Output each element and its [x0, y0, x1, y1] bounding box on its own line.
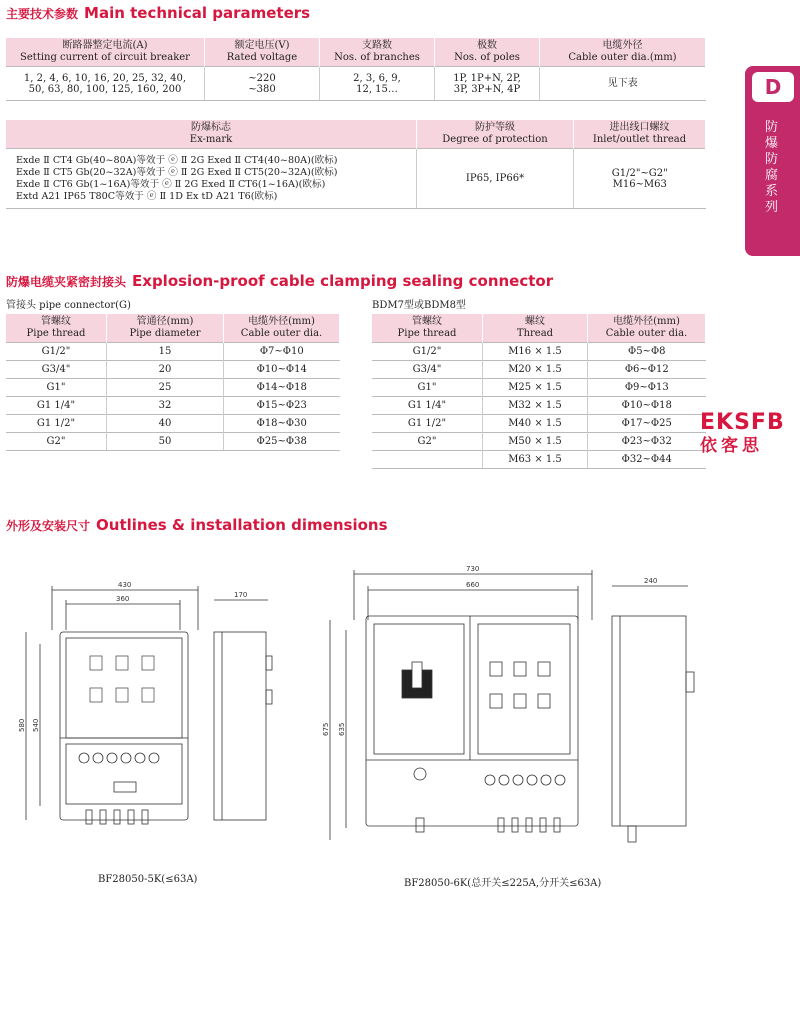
table-row: [372, 451, 706, 469]
dim-635: 635: [338, 722, 346, 736]
table-cell: Φ18~Φ30: [224, 415, 340, 433]
exmark-line: Exde Ⅱ CT4 Gb(40~80A)等效于 ⓔ Ⅱ 2G Exed Ⅱ CT4(40~80A)(欧标): [16, 154, 338, 166]
cell-thread: G1/2"~G2" M16~M63: [574, 149, 706, 209]
table-cell: Φ23~Φ32: [588, 433, 706, 451]
section-title-outlines: 外形及安装尺寸 Outlines & installation dimensions: [6, 516, 388, 534]
table-row: [372, 433, 706, 451]
bdm-label: BDM7型或BDM8型: [372, 300, 466, 311]
table-cell: G1 1/4": [372, 397, 483, 415]
exmark-table: [6, 120, 706, 209]
table-cell: 25: [107, 379, 224, 397]
logo-text-cn: 依客思: [700, 436, 763, 456]
table-cell: Φ9~Φ13: [588, 379, 706, 397]
table-row: [6, 433, 340, 451]
header-protection: 防护等级 Degree of protection: [417, 120, 574, 149]
side-tab: [745, 66, 800, 256]
table-cell: 40: [107, 415, 224, 433]
dim-730: 730: [466, 565, 480, 573]
table-cell: G3/4": [6, 361, 107, 379]
table-cell: M32 × 1.5: [483, 397, 588, 415]
section-title-main-params: 主要技术参数 Main technical parameters: [6, 4, 311, 22]
table-row: [372, 361, 706, 379]
table-cell: M40 × 1.5: [483, 415, 588, 433]
table-cell: G1": [372, 379, 483, 397]
cell-setting-current: 1, 2, 4, 6, 10, 16, 20, 25, 32, 40, 50, 63, 80, 100, 125, 160, 200: [6, 67, 205, 101]
header-poles: 极数 Nos. of poles: [435, 38, 540, 67]
table-cell: Φ5~Φ8: [588, 343, 706, 361]
cell-poles: 1P, 1P+N, 2P, 3P, 3P+N, 4P: [435, 67, 540, 101]
table-cell: 20: [107, 361, 224, 379]
table-cell: Φ6~Φ12: [588, 361, 706, 379]
header-pipe-thread: 管螺纹 Pipe thread: [372, 314, 483, 343]
header-cable-outer: 电缆外径(mm) Cable outer dia.: [588, 314, 706, 343]
table-cell: Φ10~Φ14: [224, 361, 340, 379]
header-thread: 进出线口螺纹 Inlet/outlet thread: [574, 120, 706, 149]
pipe-connector-table: [6, 314, 340, 451]
brand-logo: [700, 410, 800, 456]
dim-675: 675: [322, 722, 330, 736]
cell-exmarks: [6, 149, 417, 209]
header-exmark: 防爆标志 Ex-mark: [6, 120, 417, 149]
header-setting-current: 断路器整定电流(A) Setting current of circuit breaker: [6, 38, 205, 67]
cell-cable-dia: 见下表: [540, 67, 706, 101]
dim-360: 360: [116, 595, 130, 603]
dim-170: 170: [234, 591, 248, 599]
main-params-table: [6, 38, 706, 101]
header-rated-voltage: 额定电压(V) Rated voltage: [205, 38, 320, 67]
table-cell: M25 × 1.5: [483, 379, 588, 397]
exmark-line: Exde Ⅱ CT6 Gb(1~16A)等效于 ⓔ Ⅱ 2G Exed Ⅱ CT6(1~16A)(欧标): [16, 178, 326, 190]
header-cable-dia: 电缆外径 Cable outer dia.(mm): [540, 38, 706, 67]
table-cell: [372, 451, 483, 469]
side-tab-text: 防爆防腐系列: [765, 120, 779, 215]
dim-430: 430: [118, 581, 132, 589]
table-cell: G1 1/4": [6, 397, 107, 415]
table-cell: G2": [372, 433, 483, 451]
table-cell: M16 × 1.5: [483, 343, 588, 361]
bdm-table: [372, 314, 706, 469]
table-row: [6, 397, 340, 415]
header-pipe-diameter: 管通径(mm) Pipe diameter: [107, 314, 224, 343]
table-cell: 15: [107, 343, 224, 361]
cell-branches: 2, 3, 6, 9, 12, 15…: [320, 67, 435, 101]
header-branches: 支路数 Nos. of branches: [320, 38, 435, 67]
table-cell: G3/4": [372, 361, 483, 379]
drawing2-caption: BF28050-6K(总开关≤225A,分开关≤63A): [404, 878, 602, 889]
table-row: [372, 415, 706, 433]
cell-rated-voltage: ~220 ~380: [205, 67, 320, 101]
table-cell: M20 × 1.5: [483, 361, 588, 379]
table-cell: Φ25~Φ38: [224, 433, 340, 451]
table-row: [6, 415, 340, 433]
table-cell: Φ7~Φ10: [224, 343, 340, 361]
exmark-line: Extd A21 IP65 T80C等效于 ⓔ Ⅱ 1D Ex tD A21 T6(欧标): [16, 190, 278, 202]
table-row: [6, 379, 340, 397]
section-title-connector: 防爆电缆夹紧密封接头 Explosion-proof cable clamping sealing connector: [6, 272, 554, 290]
pipe-connector-label: 管接头 pipe connector(G): [6, 300, 131, 311]
dim-540: 540: [32, 718, 40, 732]
dim-580: 580: [18, 718, 26, 732]
dim-660: 660: [466, 581, 480, 589]
table-cell: G1/2": [6, 343, 107, 361]
table-cell: Φ15~Φ23: [224, 397, 340, 415]
header-thread: 螺纹 Thread: [483, 314, 588, 343]
table-row: [372, 343, 706, 361]
cell-protection: IP65, IP66*: [417, 149, 574, 209]
side-tab-letter: D: [752, 72, 794, 102]
table-cell: G2": [6, 433, 107, 451]
table-row: [6, 361, 340, 379]
dim-240: 240: [644, 577, 658, 585]
header-cable-outer: 电缆外径(mm) Cable outer dia.: [224, 314, 340, 343]
outline-drawings: [0, 560, 745, 890]
drawing1-caption: BF28050-5K(≤63A): [98, 874, 198, 885]
table-cell: Φ10~Φ18: [588, 397, 706, 415]
table-cell: Φ14~Φ18: [224, 379, 340, 397]
table-cell: G1": [6, 379, 107, 397]
logo-text-en: EKSFB: [700, 410, 785, 435]
table-row: [372, 397, 706, 415]
table-cell: Φ17~Φ25: [588, 415, 706, 433]
table-cell: 50: [107, 433, 224, 451]
table-cell: G1 1/2": [6, 415, 107, 433]
table-row: [6, 343, 340, 361]
table-cell: G1/2": [372, 343, 483, 361]
table-cell: Φ32~Φ44: [588, 451, 706, 469]
header-pipe-thread: 管螺纹 Pipe thread: [6, 314, 107, 343]
table-cell: M50 × 1.5: [483, 433, 588, 451]
table-cell: G1 1/2": [372, 415, 483, 433]
exmark-line: Exde Ⅱ CT5 Gb(20~32A)等效于 ⓔ Ⅱ 2G Exed Ⅱ CT5(20~32A)(欧标): [16, 166, 338, 178]
table-row: [372, 379, 706, 397]
table-cell: 32: [107, 397, 224, 415]
table-cell: M63 × 1.5: [483, 451, 588, 469]
